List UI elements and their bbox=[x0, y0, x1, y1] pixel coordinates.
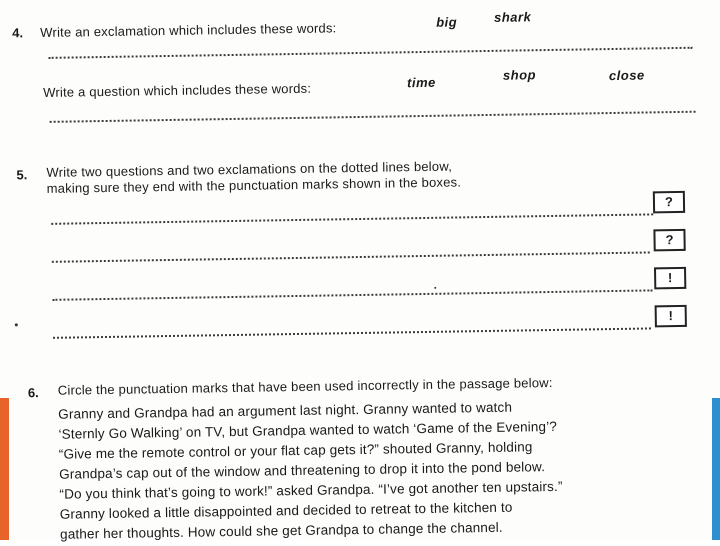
passage-line-1: Granny and Grandpa had an argument last night. Granny wanted to watch bbox=[58, 399, 513, 422]
question-6-prompt: Circle the punctuation marks that have been used incorrectly in the passage below: bbox=[57, 374, 553, 398]
answer-line-4a[interactable] bbox=[49, 47, 693, 59]
passage-line-5: “Do you think that’s going to work!” asked Grandpa. “I’ve got another ten upstairs.” bbox=[59, 478, 563, 502]
punctuation-box-question-1: ? bbox=[653, 191, 685, 213]
passage-line-3: “Give me the remote control or your flat cap gets it?” shouted Granny, holding bbox=[58, 439, 533, 462]
word-time: time bbox=[406, 74, 436, 91]
punctuation-box-exclamation-1: ! bbox=[654, 267, 686, 289]
punctuation-box-exclamation-2: ! bbox=[655, 305, 687, 327]
answer-line-5b[interactable] bbox=[52, 251, 650, 262]
passage-line-2: ‘Sternly Go Walking’ on TV, but Grandpa wanted to watch ‘Game of the Evening’? bbox=[58, 418, 558, 442]
answer-line-5a[interactable] bbox=[51, 213, 653, 224]
question-4-prompt-1: Write an exclamation which includes these words: bbox=[40, 20, 337, 40]
question-5-line-1: Write two questions and two exclamations on the dotted lines below, bbox=[46, 158, 453, 180]
word-shop: shop bbox=[502, 67, 537, 83]
question-4-number: 4. bbox=[12, 25, 24, 41]
answer-line-5c[interactable] bbox=[52, 289, 652, 300]
punctuation-box-question-2: ? bbox=[653, 229, 685, 251]
answer-line-5d[interactable] bbox=[53, 327, 651, 338]
word-shark: shark bbox=[493, 9, 532, 25]
passage-line-7: gather her thoughts. How could she get Grandpa to change the channel. bbox=[59, 519, 503, 542]
scan-speck bbox=[434, 287, 436, 289]
question-6-number: 6. bbox=[27, 385, 39, 401]
word-close: close bbox=[608, 67, 645, 84]
passage-line-6: Granny looked a little disappointed and decided to retreat to the kitchen to bbox=[59, 499, 513, 522]
question-5-number: 5. bbox=[16, 167, 28, 183]
question-4-prompt-2: Write a question which includes these words: bbox=[43, 80, 312, 100]
answer-line-4b[interactable] bbox=[50, 111, 696, 123]
passage-line-4: Grandpa’s cap out of the window and threatening to drop it into the pond below. bbox=[59, 459, 546, 482]
question-5-line-2: making sure they end with the punctuation marks shown in the boxes. bbox=[46, 174, 462, 196]
scan-speck bbox=[15, 323, 18, 326]
word-big: big bbox=[436, 14, 458, 30]
